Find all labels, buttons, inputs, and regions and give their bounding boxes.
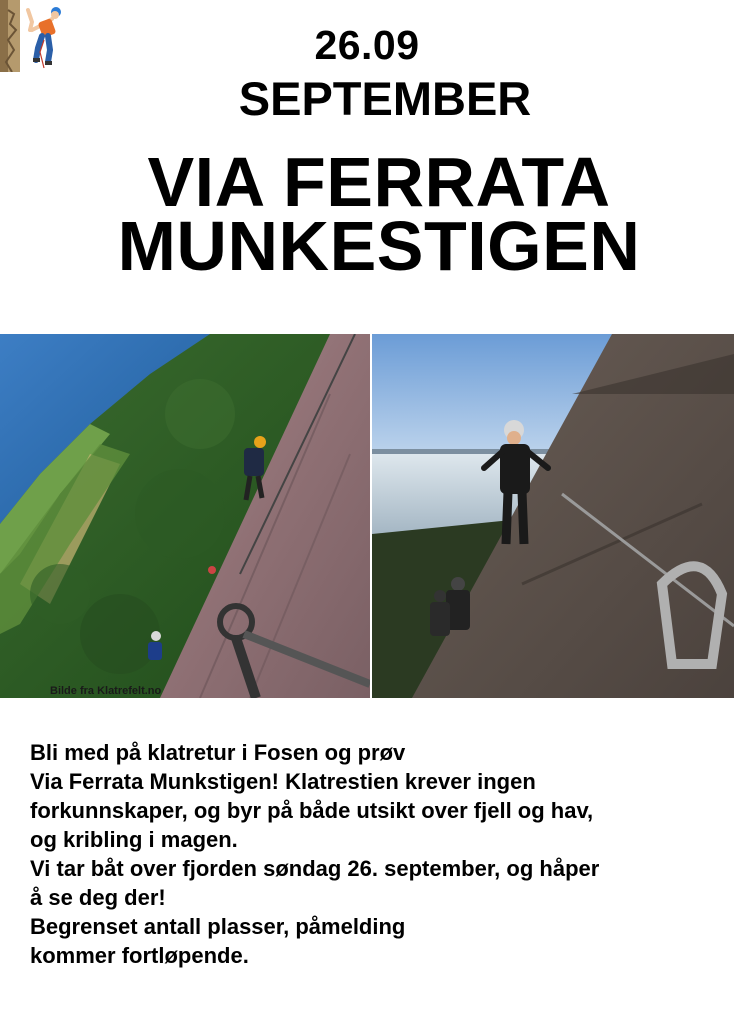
photo-credit: Bilde fra Klatrefelt.no (50, 685, 162, 697)
description-line: Via Ferrata Munkstigen! Klatrestien krever ingen (30, 769, 536, 794)
description-line: å se deg der! (30, 885, 166, 910)
description-line: Begrenset antall plasser, påmelding (30, 914, 406, 939)
event-date: 26.09 (314, 22, 420, 68)
event-description (30, 738, 730, 970)
description-line: kommer fortløpende. (30, 943, 249, 968)
description-line: og kribling i magen. (30, 827, 238, 852)
photo-strip (0, 334, 734, 698)
title-line-2: MUNKESTIGEN (117, 207, 641, 285)
photo-right (372, 334, 734, 698)
event-title (0, 143, 734, 285)
description-line: Vi tar båt over fjorden søndag 26. september, og håper (30, 856, 600, 881)
description-line: Bli med på klatretur i Fosen og prøv (30, 740, 406, 765)
description-line: forkunnskaper, og byr på både utsikt over fjell og hav, (30, 798, 594, 823)
title-line-1: VIA FERRATA (147, 143, 611, 221)
event-month: SEPTEMBER (238, 72, 532, 125)
photo-left (0, 334, 370, 698)
